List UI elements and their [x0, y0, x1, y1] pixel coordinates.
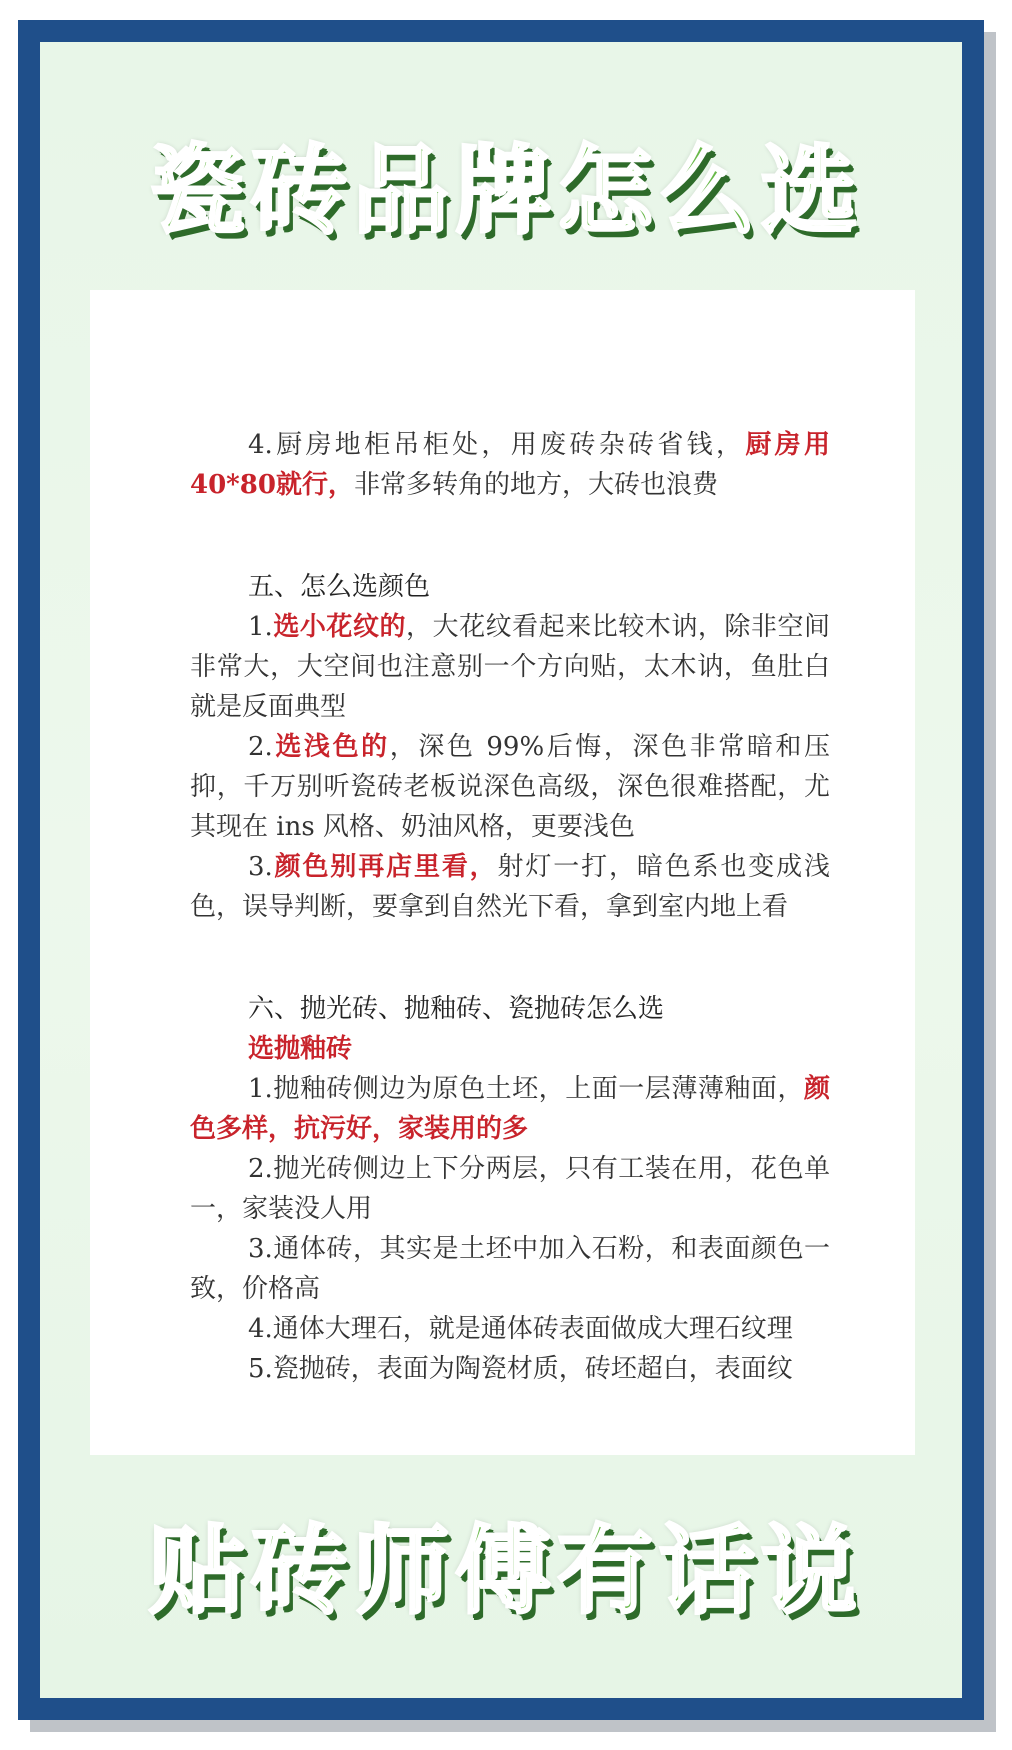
highlight-text: 颜色多样，抗污好，家装用的多: [190, 1074, 830, 1144]
list-item: 3.颜色别再店里看，射灯一打，暗色系也变成浅色，误导判断，要拿到自然光下看，拿到室内地上看: [190, 852, 830, 922]
article-body: [190, 425, 830, 1389]
page-title: 瓷砖品牌怎么选: [149, 135, 863, 247]
highlight-text: 颜色别再店里看，: [272, 852, 498, 882]
list-item: 4.通体大理石，就是通体砖表面做成大理石纹理: [248, 1314, 793, 1344]
highlight-text: 选浅色的: [272, 732, 390, 762]
list-item: 1.选小花纹的，大花纹看起来比较木讷，除非空间非常大，大空间也注意别一个方向贴，太木讷，鱼肚白就是反面典型: [190, 612, 830, 722]
list-item: 2.抛光砖侧边上下分两层，只有工装在用，花色单一，家装没人用: [190, 1154, 830, 1224]
section-heading-tile-types: 六、抛光砖、抛釉砖、瓷抛砖怎么选: [248, 994, 665, 1024]
list-item: 5.瓷抛砖，表面为陶瓷材质，砖坯超白，表面纹: [248, 1354, 793, 1384]
list-item: 3.通体砖，其实是土坯中加入石粉，和表面颜色一致，价格高: [190, 1234, 830, 1304]
section-subheading: 选抛釉砖: [248, 1034, 353, 1064]
list-item: 1.抛釉砖侧边为原色土坯，上面一层薄薄釉面，颜色多样，抗污好，家装用的多: [190, 1074, 830, 1144]
highlight-text: 厨房用40*80就行，: [190, 430, 830, 500]
list-item: 2.选浅色的，深色 99%后悔，深色非常暗和压抑，千万别听瓷砖老板说深色高级，深色很难搭配，尤其现在 ins 风格、奶油风格，更要浅色: [190, 732, 830, 842]
content-card: [90, 290, 915, 1455]
section-heading-colors: 五、怎么选颜色: [248, 572, 431, 602]
highlight-text: 选小花纹的: [272, 612, 407, 642]
footer-title: 贴砖师傅有话说: [149, 1515, 863, 1627]
paragraph-item-4: 4.厨房地柜吊柜处，用废砖杂砖省钱，厨房用40*80就行，非常多转角的地方，大砖也浪费: [190, 430, 830, 500]
